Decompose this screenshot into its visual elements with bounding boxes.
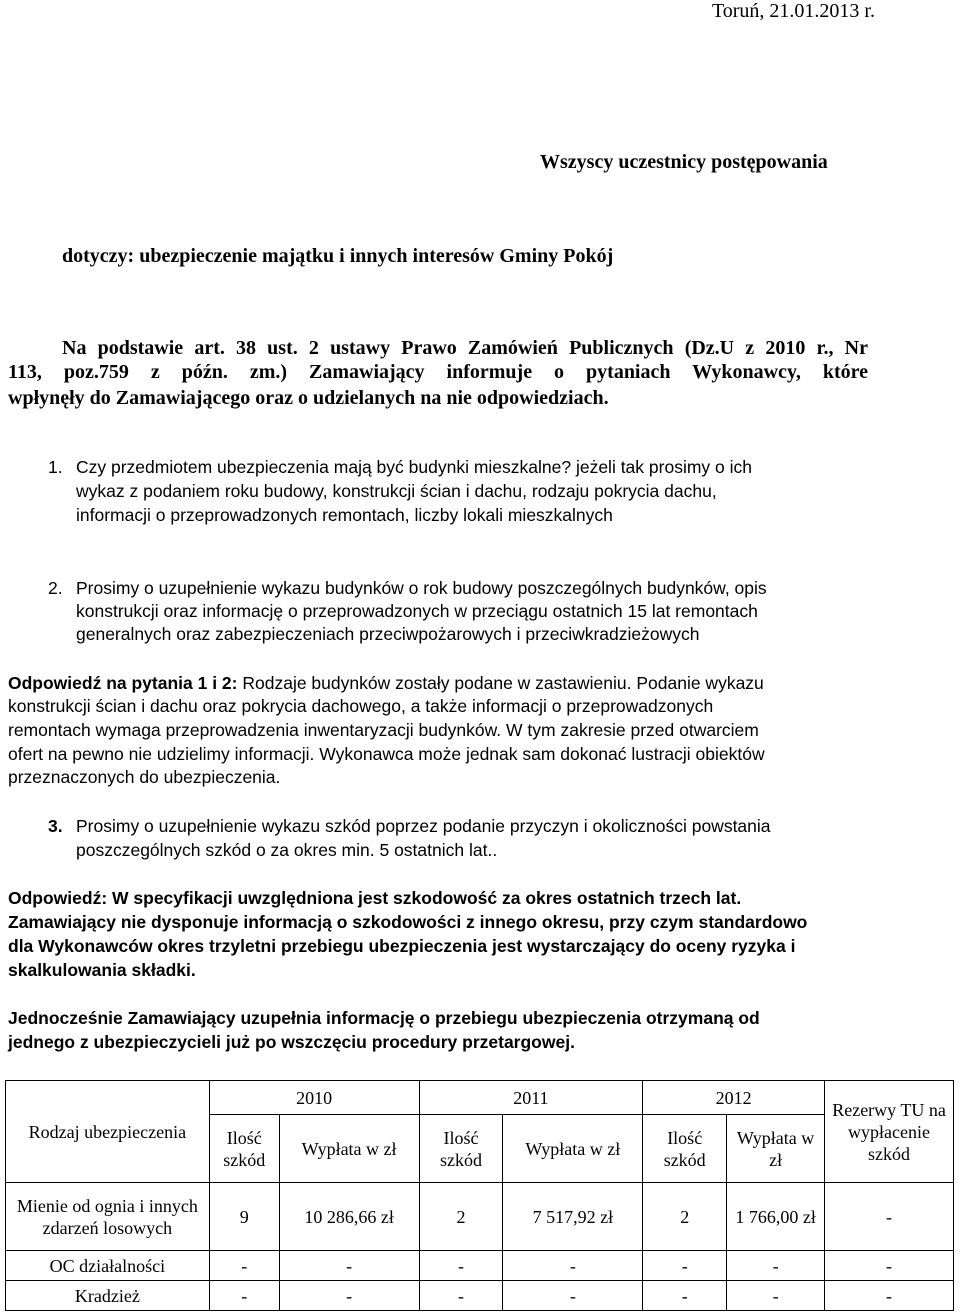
header-year: 2012 (643, 1081, 825, 1115)
question-number: 3. (48, 816, 63, 836)
cell-payout: - (503, 1281, 643, 1311)
answer-line: przeznaczonych do ubezpieczenia. (8, 767, 281, 787)
answer-text: Rodzaje budynków zostały podane w zastawieniu. Podanie wykazu (242, 673, 764, 693)
cell-reserve: - (825, 1251, 954, 1281)
row-type: OC działalności (6, 1251, 210, 1281)
question-line: Prosimy o uzupełnienie wykazu budynków o rok budowy poszczególnych budynków, opis (76, 578, 767, 598)
subject-line: dotyczy: ubezpieczenie majątku i innych interesów Gminy Pokój (62, 245, 614, 267)
cell-payout: - (279, 1251, 419, 1281)
question-line: informacji o przeprowadzonych remontach, liczby lokali mieszkalnych (76, 505, 613, 525)
header-payout: Wypłata w zł (503, 1115, 643, 1183)
intro-line: wpłynęły do Zamawiającego oraz o udzielanych na nie odpowiedziach. (8, 387, 609, 409)
cell-payout: - (503, 1251, 643, 1281)
cell-payout: - (727, 1281, 825, 1311)
row-type: Kradzież (6, 1281, 210, 1311)
answer-line: Zamawiający nie dysponuje informacją o szkodowości z innego okresu, przy czym standardowo (8, 912, 808, 932)
header-payout: Wypłata w zł (279, 1115, 419, 1183)
cell-count: - (643, 1281, 727, 1311)
header-claims-count: Ilość szkód (419, 1115, 503, 1183)
cell-payout: - (279, 1281, 419, 1311)
cell-count: 9 (209, 1183, 279, 1251)
header-claims-count: Ilość szkód (643, 1115, 727, 1183)
answer-line: skalkulowania składki. (8, 960, 196, 980)
cell-count: - (643, 1251, 727, 1281)
table-row (6, 1183, 954, 1251)
header-reserve: Rezerwy TU na wypłacenie szkód (825, 1081, 954, 1183)
cell-count: 2 (419, 1183, 503, 1251)
cell-reserve: - (825, 1281, 954, 1311)
cell-count: - (209, 1281, 279, 1311)
answer-line: konstrukcji ścian i dachu oraz pokrycia dachowego, a także informacji o przeprowadzonych (8, 696, 714, 716)
header-year: 2010 (209, 1081, 419, 1115)
table-row (6, 1251, 954, 1281)
note-line: Jednocześnie Zamawiający uzupełnia informację o przebiegu ubezpieczenia otrzymaną od (8, 1008, 760, 1028)
question-number: 2. (48, 578, 63, 598)
answer-line: dla Wykonawców okres trzyletni przebiegu ubezpieczenia jest wystarczający do oceny ryzyka i (8, 936, 796, 956)
row-type: Mienie od ognia i innych zdarzeń losowych (6, 1183, 210, 1251)
claims-table (5, 1080, 954, 1311)
addressee: Wszyscy uczestnicy postępowania (540, 151, 828, 173)
header-payout: Wypłata w zł (727, 1115, 825, 1183)
answer-line: ofert na pewno nie udzielimy informacji. Wykonawca może jednak sam dokonać lustracji obiektów (8, 744, 765, 764)
cell-payout: 7 517,92 zł (503, 1183, 643, 1251)
question-line: konstrukcji oraz informację o przeprowadzonych w przeciągu ostatnich 15 lat remontach (76, 601, 758, 621)
answer-label: Odpowiedź na pytania 1 i 2: (8, 673, 238, 693)
document-date: Toruń, 21.01.2013 r. (711, 0, 875, 22)
cell-payout: - (727, 1251, 825, 1281)
question-line: generalnych oraz zabezpieczeniach przeciwpożarowych i przeciwkradzieżowych (76, 624, 700, 644)
header-insurance-type: Rodzaj ubezpieczenia (6, 1081, 210, 1183)
header-claims-count: Ilość szkód (209, 1115, 279, 1183)
answer-line (8, 673, 764, 694)
cell-payout: 1 766,00 zł (727, 1183, 825, 1251)
cell-payout: 10 286,66 zł (279, 1183, 419, 1251)
answer-line: Odpowiedź: W specyfikacji uwzględniona jest szkodowość za okres ostatnich trzech lat. (8, 888, 742, 908)
header-year: 2011 (419, 1081, 643, 1115)
note-line: jednego z ubezpieczycieli już po wszczęciu procedury przetargowej. (8, 1032, 575, 1052)
question-number: 1. (48, 457, 63, 477)
cell-count: - (419, 1251, 503, 1281)
question-line: wykaz z podaniem roku budowy, konstrukcji ścian i dachu, rodzaju pokrycia dachu, (76, 481, 717, 501)
intro-line: 113, poz.759 z późn. zm.) Zamawiający informuje o pytaniach Wykonawcy, które (8, 361, 868, 383)
table-row (6, 1281, 954, 1311)
cell-count: 2 (643, 1183, 727, 1251)
answer-line: remontach wymaga przeprowadzenia inwentaryzacji budynków. W tym zakresie przed otwarciem (8, 720, 759, 740)
question-line: Prosimy o uzupełnienie wykazu szkód poprzez podanie przyczyn i okoliczności powstania (76, 816, 771, 836)
cell-count: - (209, 1251, 279, 1281)
cell-count: - (419, 1281, 503, 1311)
intro-line: Na podstawie art. 38 ust. 2 ustawy Prawo Zamówień Publicznych (Dz.U z 2010 r., Nr (62, 337, 868, 359)
question-line: Czy przedmiotem ubezpieczenia mają być budynki mieszkalne? jeżeli tak prosimy o ich (76, 457, 752, 477)
cell-reserve: - (825, 1183, 954, 1251)
question-line: poszczególnych szkód o za okres min. 5 ostatnich lat.. (76, 840, 498, 860)
